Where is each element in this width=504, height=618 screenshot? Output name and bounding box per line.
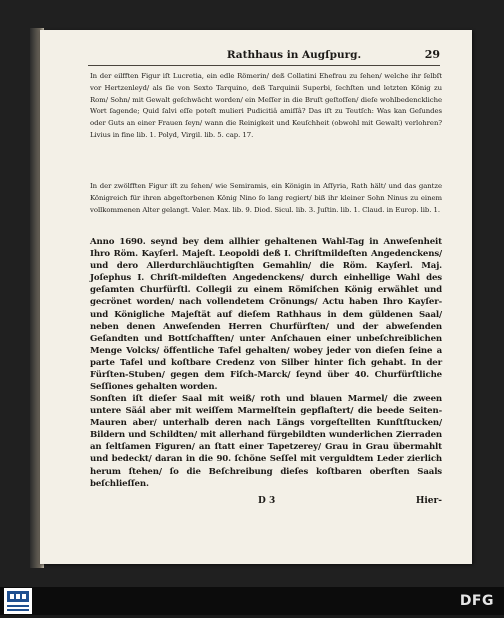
paragraph-anno-1690	[90, 236, 442, 393]
page-footer	[90, 496, 442, 510]
header-rule	[88, 65, 440, 66]
paragraph-text: In der zwölfften Figur iſt zu ſehen/ wie Semiramis, ein Königin in Aſſyria, Rath hält/ und das gantze Königreich für ihren abgeſtorbenen König Nino ſo lang regiert/ biß ihr kleiner Sohn Ninus zu einem vollkommenen Alter gelangt. Valer. Max. lib. 9. Diod. Sicul. lib. 3. Juſtin. lib. 1. Claud. in Europ. lib. 1.	[90, 182, 442, 214]
page-number: 29	[424, 48, 440, 61]
book-page	[40, 30, 472, 564]
signature-mark: D 3	[258, 496, 276, 506]
paragraph-text: In der eilfften Figur iſt Lucretia, ein edle Römerin/ deß Collatini Ehefrau zu ſehen/ welche ihr ſelbſt vor Hertzenleyd/ als ſie von Sexto Tarquino, deß Tarquinii Superbi, ſechſten und letzten König zu Rom/ Sohn/ mit Gewalt geſchwächt worden/ ein Meſſer in die Bruſt geſtoſſen/ dieſe wohlbedenckliche Wort ſagende; Quid ſalvi eſſe poteſt mulieri Pudicitiâ amiſſâ? Das iſt zu Teutſch: Was kan Geſundes oder Guts an einer Frauen ſeyn/ wann die Reinigkeit und Keuſchheit (obwohl mit Gewalt) verlohren? Livius in fine lib. 1. Polyd, Virgil. lib. 5. cap. 17.	[90, 72, 442, 139]
paragraph-semiramis	[90, 181, 442, 216]
dfg-logo[interactable]: DFG	[459, 593, 494, 609]
paragraph-text: Anno 1690. seynd bey dem allhier gehaltenen Wahl-Tag in Anweſenheit Ihro Röm. Kayſerl. Majeſt. Leopoldi deß I. Chriſtmildeſten Angedenckens/ und dero Allerdurchläuchtigſten Gemahlin/ die Röm. Kayſerl. Maj. Joſephus I. Chriſt-mildeſten Angedenckens/ durch einhellige Wahl des geſamten Churfürſtl. Collegii zu einem Römiſchen König erwählet und gecrönet worden/ nach vollendetem Crönungs/ Actu haben Ihro Kayſer- und Königliche Majeſtät auf dieſem Rathhaus in dem güldenen Saal/ neben denen Anweſenden Herren Churfürſten/ und der abweſenden Geſandten und Bottſchafften/ unter Anſchauen einer unbeſchreiblichen Menge Volcks/ öffentliche Tafel gehalten/ wobey jeder von dieſen ſeine a parte Tafel und koſtbare Credenz von Silber hinter ſich gehabt. In der Fürſten-Stuben/ gegen dem Fiſch-Marck/ ſeynd über 40. Churfürſtliche Seſſiones gehalten worden.	[90, 237, 442, 393]
running-title: Rathhaus in Augſpurg.	[226, 49, 362, 61]
paragraph-text: Sonſten iſt dieſer Saal mit weiß/ roth und blauen Marmel/ die zween untere Säál aber mit weiſſem Marmelſtein gepflaſtert/ die beede Seiten-Mauren aber/ unterhalb deren nach Längs vorgeſtellten Kunſtſtucken/ Bildern und Schildten/ mit allerhand fürgebildten wunderlichen Zierraden an ſeltſamen Figuren/ an ſtatt einer Tapetzerey/ Grau in Grau übermahlt und bedeckt/ daran in die 90. ſchöne Seſſel mit verguldtem Leder zierlich herum ſtehen/ ſo die Beſchreibung dieſes koſtbaren oberſten Saals beſchlieſſen.	[90, 394, 442, 489]
page-header	[128, 48, 440, 64]
viewer-footer-bar	[0, 587, 504, 615]
library-logo-icon[interactable]	[4, 588, 32, 614]
paragraph-saal-description	[90, 393, 442, 490]
paragraph-lucretia	[90, 71, 442, 142]
catchword: Hier-	[415, 496, 442, 506]
